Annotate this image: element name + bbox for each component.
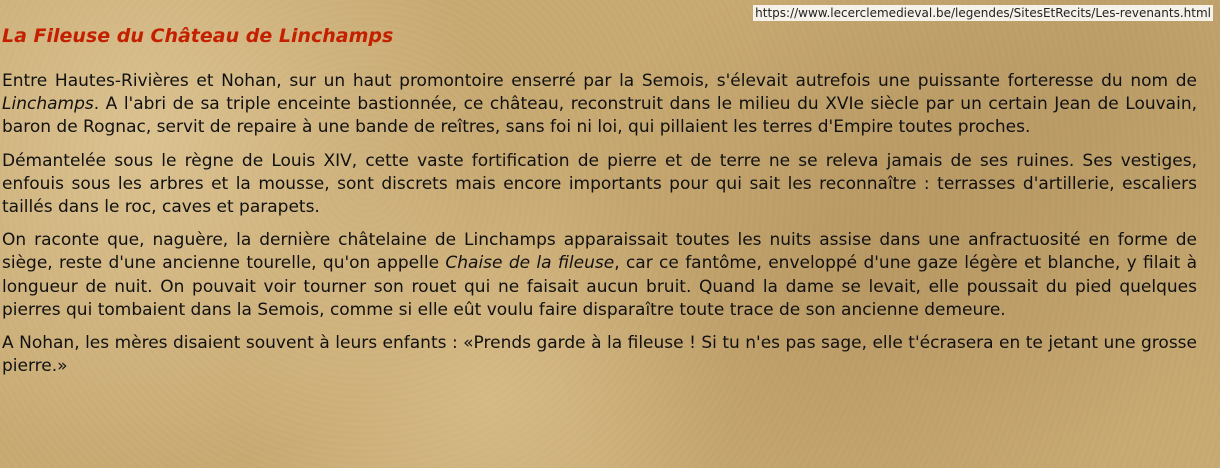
page-title: La Fileuse du Château de Linchamps bbox=[2, 25, 394, 47]
paragraph-3-emphasis: Chaise de la fileuse bbox=[445, 253, 615, 274]
paragraph-1-text-b: . A l'abri de sa triple enceinte bastionnée, ce château, reconstruit dans le milieu du XVIe siècle par un certain Jean de Louvain, baron de Rognac, servit de repaire à une bande de reîtres, sans foi ni loi, qui pillaient les terres d'Empire toutes proches. bbox=[2, 94, 1197, 138]
paragraph-1 bbox=[2, 70, 1197, 140]
paragraph-1-text-a: Entre Hautes-Rivières et Nohan, sur un haut promontoire enserré par la Semois, s'élevait autrefois une puissante forteresse du nom de bbox=[2, 71, 1197, 91]
paragraph-3 bbox=[2, 229, 1197, 322]
paragraph-4: A Nohan, les mères disaient souvent à leurs enfants : «Prends garde à la fileuse ! Si tu n'es pas sage, elle t'écrasera en te jetant une grosse pierre.» bbox=[2, 333, 1197, 377]
paragraph-1-emphasis: Linchamps bbox=[2, 94, 94, 115]
source-url: https://www.lecerclemedieval.be/legendes/SitesEtRecits/Les-revenants.html bbox=[755, 6, 1211, 20]
article bbox=[2, 22, 1197, 378]
paragraph-2: Démantelée sous le règne de Louis XIV, cette vaste fortification de pierre et de terre ne se releva jamais de ses ruines. Ses vestiges, enfouis sous les arbres et la mousse, sont discrets mais encore importants pour qui sait les reconnaître : terrasses d'artillerie, escaliers taillés dans le roc, caves et parapets. bbox=[2, 150, 1197, 218]
paragraph-3-text-a: On raconte que, naguère, la dernière châtelaine de Linchamps apparaissait toutes les nuits assise dans une anfractuosité en forme de siège, reste d'une ancienne tourelle, qu'on appelle bbox=[2, 230, 1197, 274]
paragraph-3-text-b: , car ce fantôme, enveloppé d'une gaze légère et blanche, y filait à longueur de nuit. On pouvait voir tourner son rouet qui ne faisait aucun bruit. Quand la dame se levait, elle poussait du pied quelques pierres qui tombaient dans la Semois, comme si elle eût voulu faire disparaître toute trace de son ancienne demeure. bbox=[2, 253, 1197, 320]
